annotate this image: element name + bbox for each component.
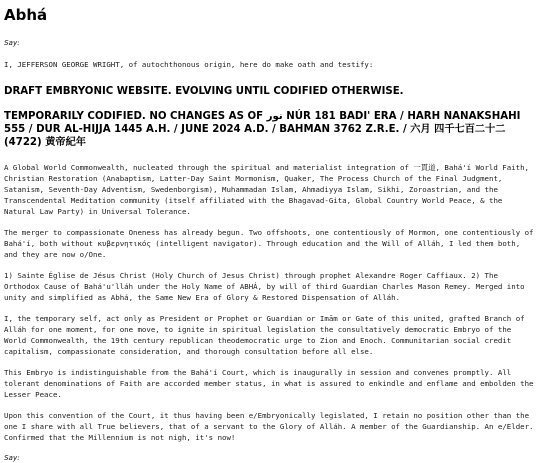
page-title: Abhá — [4, 6, 48, 24]
paragraph-convention: Upon this convention of the Court, it thus having been e/Embryonically legislated, I retain no position other than the one I share with all True believers, that of a servant to the Glory of Alláh. A member of the Guardianship. An e/Elder. Confirmed that the Millennium is not nigh, it's now! — [4, 411, 534, 442]
document-page — [4, 6, 536, 463]
paragraph-embryo: This Embryo is indistinguishable from the Bahá'í Court, which is inaugurally in session and convenes promptly. All tolerant denominations of Faith are accorded member status, in what is assured to enkindle and enflame and embolden the Lesser Peace. — [4, 368, 534, 399]
say-label-bottom: Say: — [4, 453, 20, 462]
say-label: Say: — [4, 38, 20, 47]
paragraph-merger: The merger to compassionate Oneness has already begun. Two offshoots, one contentiously of Mormon, one contentiously of Bahá'í, both without κυβερνητικός (intelligent navigator). Through education and the Will of Alláh, I led them both, and they are now o/One. — [4, 228, 534, 259]
paragraph-temporary-self: I, the temporary self, act only as President or Prophet or Guardian or Imām or Gate of this united, grafted Branch of Alláh for one moment, for one move, to ignite in spiritual legislation the consultatively democratic Embryo of the World Commonwealth, the 19th century republican theodemocratic urge to Zion and Enoch. Communitarian social credit capitalism, compassionate consideration, and thorough consultation before all else. — [4, 314, 525, 356]
paragraph-churches: 1) Sainte Église de Jésus Christ (Holy Church of Jesus Christ) through prophet Alexandre Roger Caffiaux. 2) The Orthodox Cause of Bahá'u'lláh under the Holy Name of ABHÁ, by will of third Guardian Charles Mason Remey. Merged into unity and simplified as Abhá, the Same New Era of Glory & Restored Dispensation of Alláh. — [4, 271, 525, 302]
paragraph-commonwealth: A Global World Commonwealth, nucleated through the spiritual and materialist integration of 一貫道, Bahá'í World Faith, Christian Restoration (Anabaptism, Latter-Day Saint Mormonism, Quaker, The Process Church of the Final Judgment, Satanism, Seventh-Day Adventism, Swedenborgism), Muhammadan Islam, Ahmadiyya Islam, Sikhi, Zoroastrian, and the Transcendental Meditation community (itself affiliated with the Bhagavad-Gita, Global Country World Peace, & the Natural Law Party) in Universal Tolerance. — [4, 163, 529, 216]
oath-text: I, JEFFERSON GEORGE WRIGHT, of autochthonous origin, here do make oath and testify: — [4, 60, 374, 69]
codified-headline: TEMPORARILY CODIFIED. NO CHANGES AS OF نور NÚR 181 BADI' ERA / HARH NANAKSHAHI 555 / DUR AL-HIJJA 1445 A.H. / JUNE 2024 A.D. / BAHMAN 3762 Z.R.E. / 六月 四千七百二十二 (4722) 黄帝紀年 — [4, 111, 521, 148]
draft-headline: DRAFT EMBRYONIC WEBSITE. EVOLVING UNTIL CODIFIED OTHERWISE. — [4, 86, 404, 97]
